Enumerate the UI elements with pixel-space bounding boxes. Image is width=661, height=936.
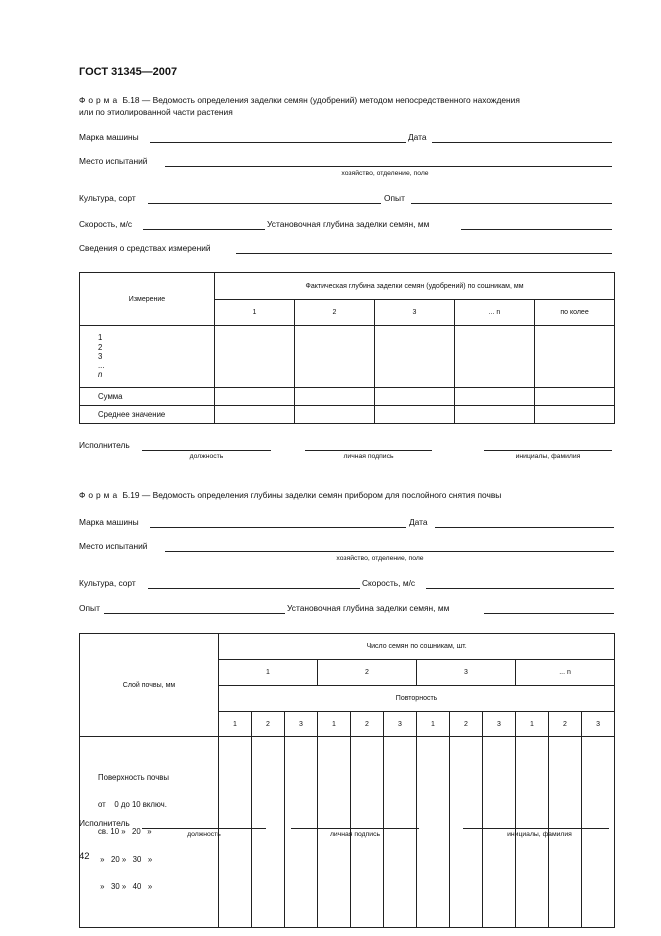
form19-position-caption: должность — [187, 831, 221, 838]
form19-brand-field[interactable] — [150, 527, 406, 528]
form18-heading — [79, 95, 520, 105]
form19-opener: 1 — [219, 660, 318, 686]
form18-date-label: Дата — [408, 132, 427, 142]
form19-table — [79, 633, 615, 928]
table-cell[interactable] — [375, 388, 455, 406]
table-cell[interactable] — [455, 326, 535, 388]
form18-name-field[interactable] — [484, 450, 612, 451]
form18-signature-caption: личная подпись — [343, 453, 394, 460]
form19-signature-caption: личная подпись — [329, 831, 381, 838]
rep-cell: 1 — [219, 712, 252, 737]
rep-cell: 2 — [549, 712, 582, 737]
form18-depth-label: Установочная глубина заделки семян, мм — [267, 219, 430, 229]
form18-depth-field[interactable] — [461, 229, 612, 230]
measure-row: 2 — [98, 342, 103, 352]
measure-row: 3 — [98, 351, 103, 361]
table-cell[interactable] — [535, 406, 615, 424]
table-cell[interactable] — [295, 406, 375, 424]
table-cell[interactable] — [455, 388, 535, 406]
page-header: ГОСТ 31345—2007 — [79, 66, 178, 78]
form19-name-field[interactable] — [463, 828, 609, 829]
form18-place-label: Место испытаний — [79, 156, 148, 166]
table-cell[interactable] — [215, 326, 295, 388]
form18-trial-field[interactable] — [411, 203, 612, 204]
form18-place-caption: хозяйство, отделение, поле — [341, 170, 429, 177]
form19-position-field[interactable] — [142, 828, 266, 829]
form19-executor-label: Исполнитель — [79, 818, 130, 828]
form19-name-caption: инициалы, фамилия — [507, 831, 572, 838]
form18-date-field[interactable] — [432, 142, 612, 143]
form18-brand-label: Марка машины — [79, 132, 139, 142]
form19-date-label: Дата — [409, 517, 428, 527]
form19-heading — [79, 490, 501, 500]
form18-col-group: Фактическая глубина заделки семян (удобрений) по сошникам, мм — [215, 273, 615, 300]
table-cell[interactable] — [535, 388, 615, 406]
form18-subcol: ... n — [455, 300, 535, 326]
rep-cell: 1 — [318, 712, 351, 737]
form19-crop-label: Культура, сорт — [79, 578, 136, 588]
rep-cell: 2 — [252, 712, 285, 737]
form19-crop-field[interactable] — [148, 588, 360, 589]
form19-title: Б.19 — Ведомость определения глубины заделки семян прибором для послойного снятия почвы — [122, 490, 502, 500]
table-cell[interactable] — [215, 406, 295, 424]
rep-cell: 3 — [483, 712, 516, 737]
form19-depth-label: Установочная глубина заделки семян, мм — [287, 603, 450, 613]
form18-sum-label: Сумма — [80, 388, 215, 406]
table-cell[interactable] — [295, 326, 375, 388]
form19-place-field[interactable] — [165, 551, 614, 552]
table-cell[interactable] — [417, 737, 450, 928]
page-number: 42 — [79, 851, 90, 862]
form19-speed-field[interactable] — [426, 588, 614, 589]
form18-brand-field[interactable] — [150, 142, 406, 143]
form19-repeat: Повторность — [219, 686, 615, 712]
form18-crop-field[interactable] — [148, 203, 381, 204]
table-cell[interactable] — [455, 406, 535, 424]
form19-depth-field[interactable] — [484, 613, 614, 614]
rep-cell: 3 — [384, 712, 417, 737]
form18-instr-label: Сведения о средствах измерений — [79, 243, 211, 253]
form18-speed-field[interactable] — [143, 229, 265, 230]
form18-col-measure: Измерение — [80, 273, 215, 326]
table-cell[interactable] — [535, 326, 615, 388]
layer-row: от 0 до 10 включ. — [98, 800, 167, 810]
form19-col-layer: Слой почвы, мм — [80, 634, 219, 737]
form19-place-caption: хозяйство, отделение, поле — [336, 555, 424, 562]
form18-word: Форма — [79, 95, 121, 105]
form18-trial-label: Опыт — [384, 193, 405, 203]
form18-name-caption: инициалы, фамилия — [515, 453, 581, 460]
table-cell[interactable] — [375, 326, 455, 388]
form19-opener: 2 — [318, 660, 417, 686]
rep-cell: 3 — [285, 712, 318, 737]
layer-row: Поверхность почвы — [98, 773, 170, 782]
form18-position-caption: должность — [189, 453, 224, 460]
form18-subcol: по колее — [535, 300, 615, 326]
rep-cell: 1 — [417, 712, 450, 737]
form19-signature-field[interactable] — [291, 828, 419, 829]
form19-place-label: Место испытаний — [79, 541, 148, 551]
rep-cell: 2 — [351, 712, 384, 737]
table-cell[interactable] — [375, 406, 455, 424]
layer-row: » 20 » 30 » — [98, 854, 153, 864]
rep-cell: 1 — [516, 712, 549, 737]
form19-opener: ... n — [516, 660, 615, 686]
table-cell[interactable] — [215, 388, 295, 406]
measure-row: 1 — [98, 333, 103, 343]
form18-signature-field[interactable] — [305, 450, 432, 451]
layer-row: св. 10 » 20 » — [98, 827, 152, 837]
form18-subcol: 1 — [215, 300, 295, 326]
measure-row: n — [98, 370, 103, 380]
form18-place-field[interactable] — [165, 166, 612, 167]
form19-col-group: Число семян по сошникам, шт. — [219, 634, 615, 660]
form18-speed-label: Скорость, м/с — [79, 219, 133, 229]
form19-opener: 3 — [417, 660, 516, 686]
measure-row: ... — [98, 361, 105, 371]
form18-subcol: 2 — [295, 300, 375, 326]
form18-title-cont: или по этиолированной части растения — [79, 107, 233, 117]
form18-table — [79, 272, 615, 424]
form18-subcol: 3 — [375, 300, 455, 326]
form19-trial-label: Опыт — [79, 603, 100, 613]
rep-cell: 2 — [450, 712, 483, 737]
rep-cell: 3 — [582, 712, 615, 737]
table-cell[interactable] — [295, 388, 375, 406]
form19-trial-field[interactable] — [104, 613, 285, 614]
form19-date-field[interactable] — [435, 527, 614, 528]
form18-executor-label: Исполнитель — [79, 440, 130, 450]
form18-position-field[interactable] — [142, 450, 271, 451]
form18-instr-field[interactable] — [236, 253, 612, 254]
layer-row: » 30 » 40 » — [98, 881, 153, 891]
form18-avg-label: Среднее значение — [80, 406, 215, 424]
form18-crop-label: Культура, сорт — [79, 193, 136, 203]
form19-word: Форма — [79, 490, 121, 500]
form18-title: Б.18 — Ведомость определения заделки семян (удобрений) методом непосредственного нахождения — [122, 95, 520, 105]
form19-brand-label: Марка машины — [79, 517, 139, 527]
form19-speed-label: Скорость, м/с — [362, 578, 416, 588]
form18-measure-cell — [80, 326, 215, 388]
